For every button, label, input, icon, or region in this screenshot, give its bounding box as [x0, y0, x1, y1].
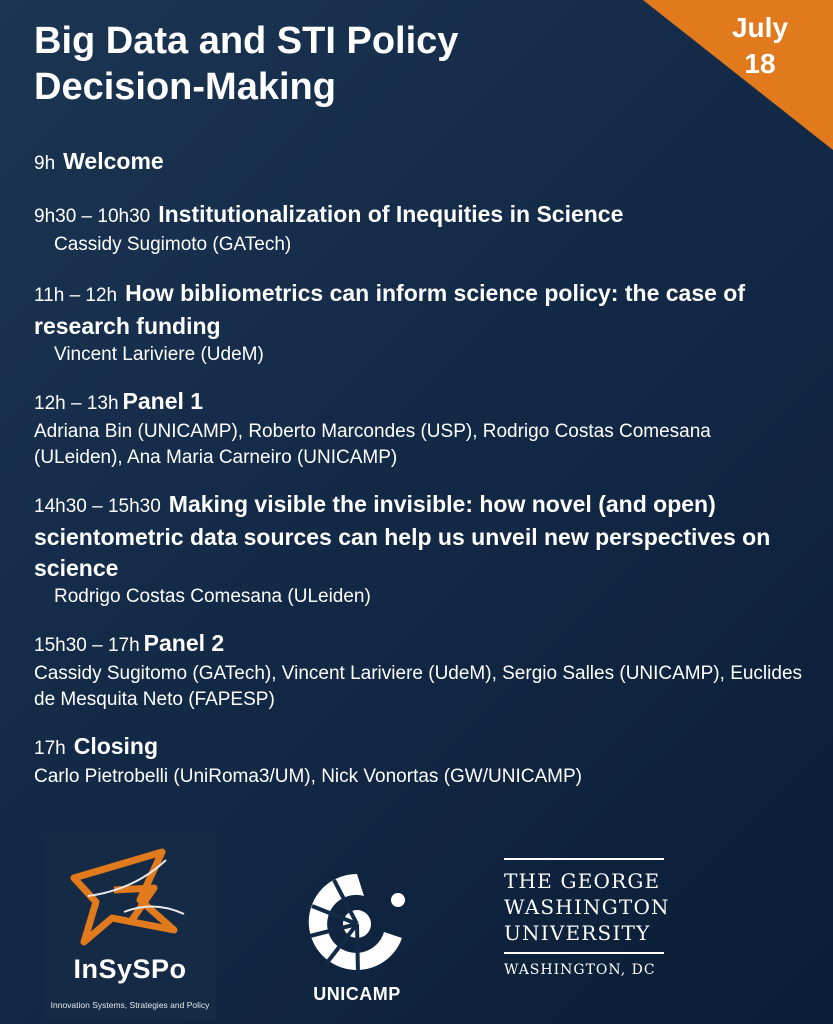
agenda-time: 14h30 – 15h30: [34, 496, 161, 517]
agenda-title: Panel 1: [122, 388, 204, 414]
agenda-list: [34, 146, 804, 790]
agenda-title: How bibliometrics can inform science policy: the case of research funding: [34, 280, 746, 339]
agenda-time: 11h – 12h: [34, 285, 118, 306]
title-line-2: Decision-Making: [34, 66, 336, 108]
agenda-title: Making visible the invisible: how novel (and open) scientometric data sources can help us unveil new perspectives on science: [34, 491, 771, 581]
agenda-speaker: Vincent Lariviere (UdeM): [54, 344, 264, 365]
agenda-people: Carlo Pietrobelli (UniRoma3/UM), Nick Vonortas (GW/UNICAMP): [34, 766, 582, 787]
agenda-speaker: Rodrigo Costas Comesana (ULeiden): [54, 586, 371, 607]
agenda-item-talk-3: [34, 489, 804, 610]
page-title: [34, 18, 594, 110]
agenda-people: Cassidy Sugitomo (GATech), Vincent Lariviere (UdeM), Sergio Salles (UNICAMP), Euclides de Mesquita Neto (FAPESP): [34, 663, 803, 710]
agenda-time: 12h – 13h: [34, 393, 119, 414]
agenda-item-welcome: [34, 146, 804, 179]
date-day: 18: [744, 48, 776, 79]
agenda-item-talk-2: [34, 278, 804, 368]
unicamp-emblem-icon: [298, 866, 416, 978]
gwu-line-1: THE GEORGE: [504, 869, 661, 893]
gwu-line-3: UNIVERSITY: [504, 921, 651, 945]
agenda-title: Institutionalization of Inequities in Science: [158, 201, 624, 227]
agenda-title: Closing: [73, 733, 159, 759]
agenda-item-panel-1: [34, 386, 804, 471]
agenda-time: 9h30 – 10h30: [34, 206, 151, 227]
gwu-location: WASHINGTON, DC: [504, 962, 656, 978]
date-corner-badge: [643, 0, 833, 150]
event-date: [715, 10, 805, 82]
agenda-title: Panel 2: [143, 630, 225, 656]
insyspo-logo: [44, 830, 216, 1020]
insyspo-star-icon: [44, 830, 216, 954]
unicamp-name: UNICAMP: [313, 984, 401, 1004]
gwu-logo: [504, 858, 670, 978]
sponsor-logos: [0, 828, 833, 1024]
insyspo-subtitle: Innovation Systems, Strategies and Policy: [50, 1000, 210, 1010]
agenda-people: Adriana Bin (UNICAMP), Roberto Marcondes (USP), Rodrigo Costas Comesana (ULeiden), Ana Maria Carneiro (UNICAMP): [34, 421, 711, 468]
agenda-item-talk-1: [34, 199, 804, 258]
date-month: July: [731, 12, 789, 43]
gwu-line-2: WASHINGTON: [504, 895, 670, 919]
title-line-1: Big Data and STI Policy: [34, 20, 459, 62]
agenda-item-closing: [34, 731, 804, 790]
agenda-time: 17h: [34, 738, 66, 759]
agenda-time: 15h30 – 17h: [34, 635, 140, 656]
agenda-time: 9h: [34, 153, 56, 174]
agenda-item-panel-2: [34, 628, 804, 713]
agenda-title: Welcome: [63, 148, 164, 174]
insyspo-name: InSySPo: [73, 954, 187, 984]
gwu-rule-bottom: [504, 952, 664, 954]
unicamp-logo: [298, 866, 416, 1016]
agenda-speaker: Cassidy Sugimoto (GATech): [54, 234, 292, 255]
